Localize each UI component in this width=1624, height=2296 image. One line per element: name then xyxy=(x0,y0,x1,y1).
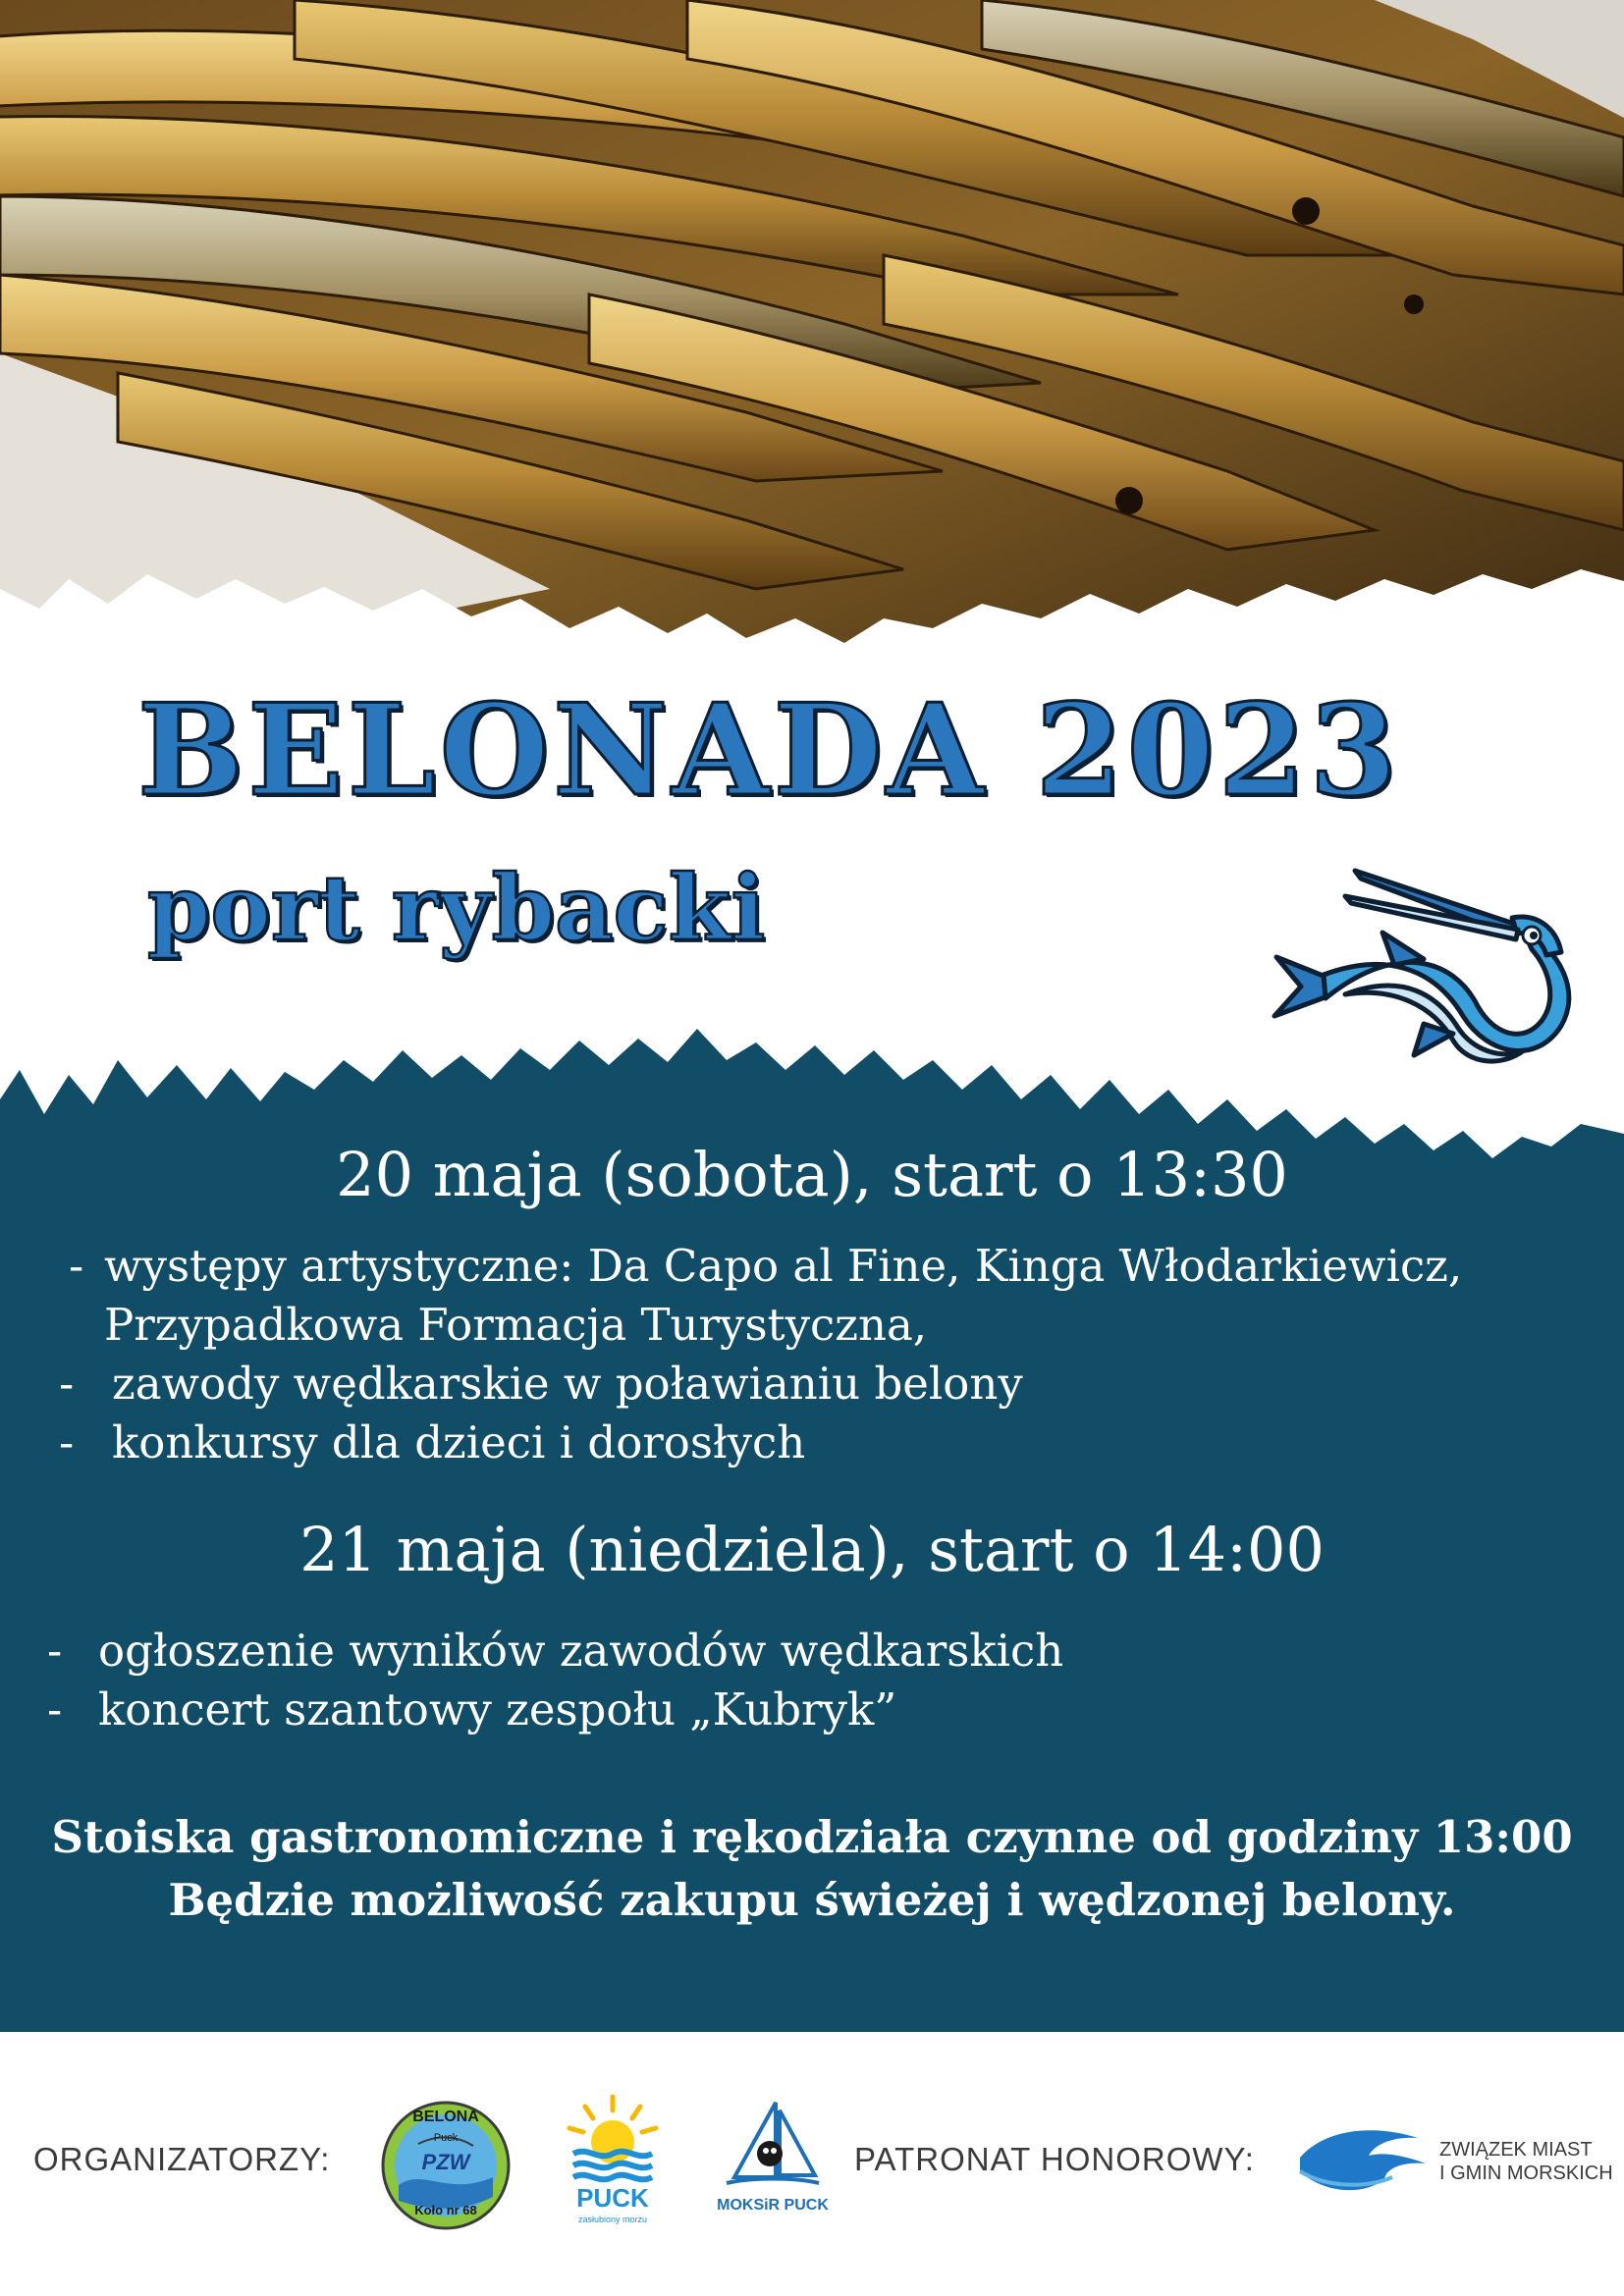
belona-pzw-logo xyxy=(379,2099,513,2232)
zmgm-logo-text xyxy=(1439,2138,1613,2185)
dash-icon: - xyxy=(47,1625,63,1677)
list-item xyxy=(47,1681,1063,1739)
puck-logo-name: PUCK xyxy=(576,2183,649,2213)
closing-line-1: Stoiska gastronomiczne i rękodziała czynne od godziny 13:00 xyxy=(51,1811,1573,1863)
list-item-text: występy artystyczne: Da Capo al Fine, Kinga Włodarkiewicz, xyxy=(104,1240,1463,1292)
zmgm-logo-line2: I GMIN MORSKICH xyxy=(1439,2163,1613,2184)
day1-heading: 20 maja (sobota), start o 13:30 xyxy=(336,1139,1288,1210)
event-location: port rybacki xyxy=(147,855,766,961)
day2-list xyxy=(47,1622,1063,1739)
dash-icon: - xyxy=(69,1240,84,1292)
list-item-text: konkursy dla dzieci i dorosłych xyxy=(112,1416,806,1468)
zmgm-wave-logo xyxy=(1296,2118,1430,2197)
event-title: BELONADA 2023 xyxy=(137,677,1401,825)
dash-icon: - xyxy=(59,1416,75,1468)
belona-logo-town: Puck xyxy=(433,2132,459,2144)
list-item xyxy=(47,1622,1063,1681)
day1-list xyxy=(69,1237,1462,1355)
list-item-text: Przypadkowa Formacja Turystyczna, xyxy=(104,1299,928,1351)
patron-label: PATRONAT HONOROWY: xyxy=(854,2141,1255,2177)
puck-sun-logo xyxy=(564,2093,662,2230)
closing-note xyxy=(0,1806,1624,1932)
dash-icon: - xyxy=(47,1683,63,1735)
list-item xyxy=(59,1414,1023,1472)
list-item-text: zawody wędkarskie w poławianiu belony xyxy=(112,1358,1023,1410)
puck-logo-tagline: zasłubiony morzu xyxy=(577,2215,648,2224)
belona-logo-pzw: PZW xyxy=(421,2150,470,2174)
list-item xyxy=(69,1237,1462,1296)
moksir-logo-name: MOKSiR PUCK xyxy=(717,2197,829,2214)
list-item xyxy=(59,1355,1023,1414)
moksir-logo xyxy=(717,2099,829,2226)
belona-logo-title: BELONA xyxy=(412,2109,479,2125)
day1-list-cont xyxy=(59,1355,1023,1472)
zmgm-logo-line1: ZWIĄZEK MIAST xyxy=(1439,2139,1593,2161)
hero-photo-smoked-fish xyxy=(0,0,1624,667)
closing-line-2: Będzie możliwość zakupu świeżej i wędzonej belony. xyxy=(168,1874,1456,1926)
belona-logo-circle: Koło nr 68 xyxy=(414,2203,477,2217)
list-item xyxy=(69,1296,1462,1355)
list-item-text: ogłoszenie wyników zawodów wędkarskich xyxy=(98,1625,1064,1677)
dash-icon: - xyxy=(59,1358,75,1410)
list-item-text: koncert szantowy zespołu „Kubryk” xyxy=(98,1683,897,1735)
day2-heading: 21 maja (niedziela), start o 14:00 xyxy=(299,1514,1325,1585)
organizers-label: ORGANIZATORZY: xyxy=(33,2141,331,2177)
